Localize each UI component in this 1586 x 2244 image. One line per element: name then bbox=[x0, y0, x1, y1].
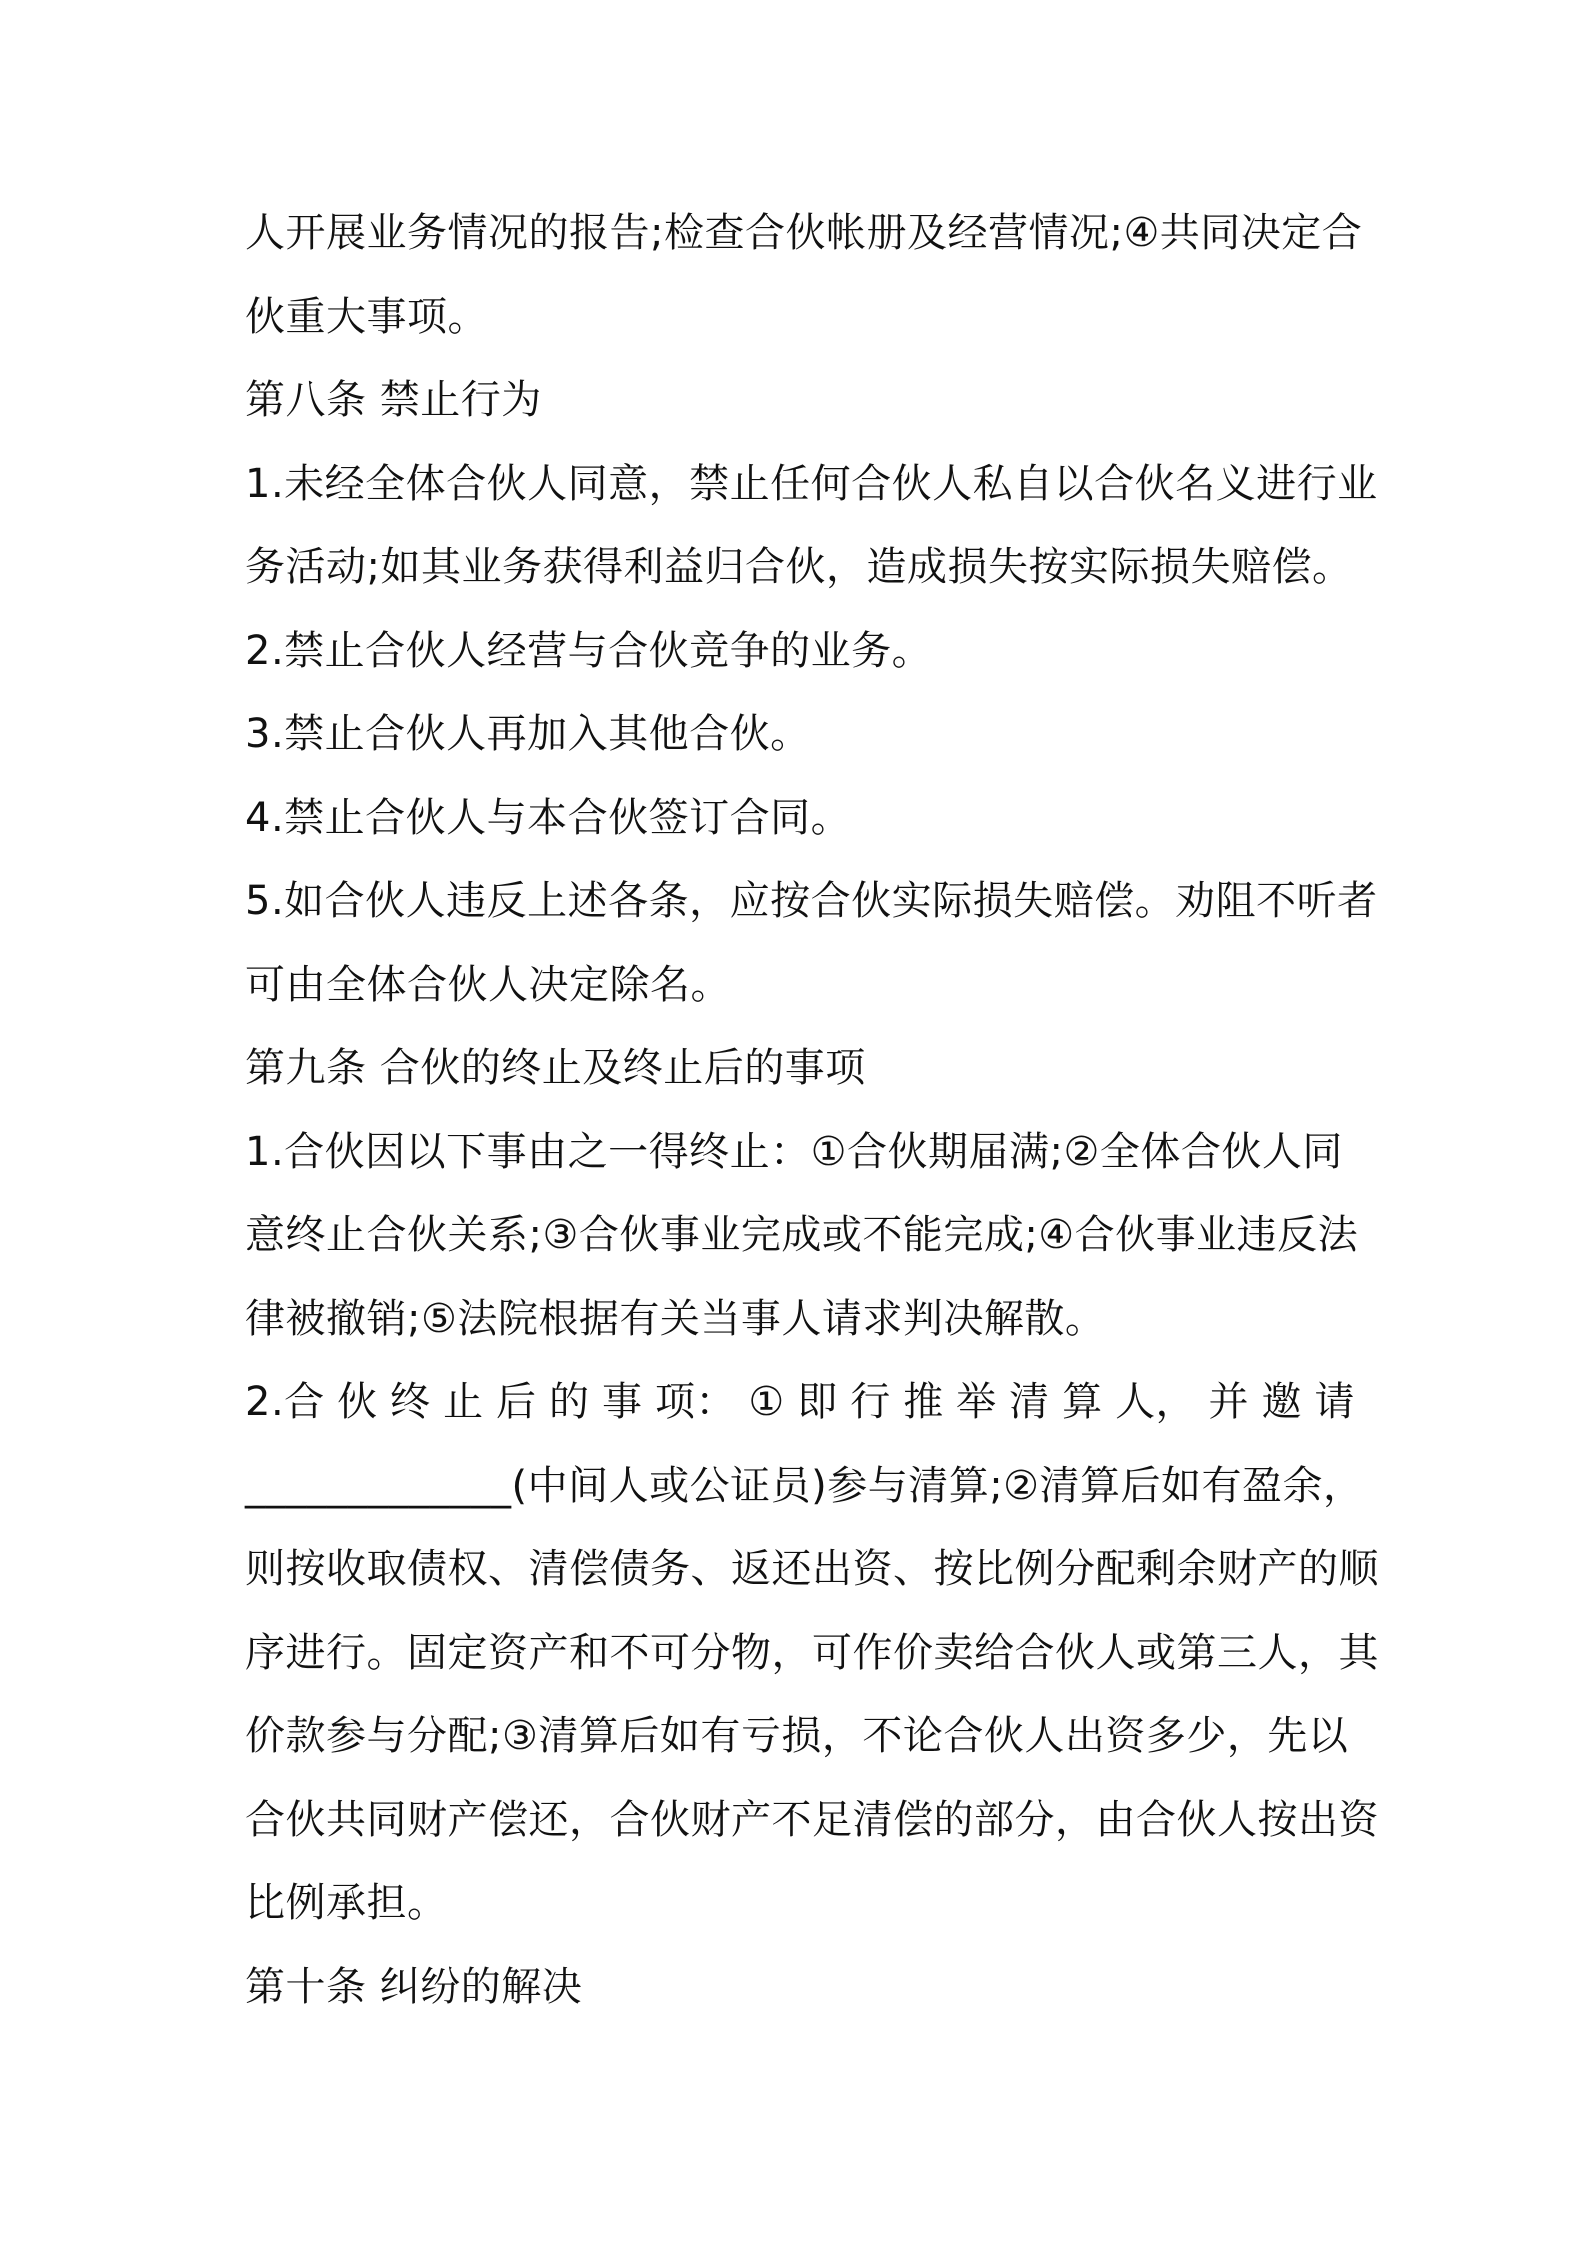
text-line: 2.禁止合伙人经营与合伙竞争的业务。 bbox=[245, 627, 933, 674]
text-segment: 的 bbox=[549, 1379, 590, 1425]
text-line: 1.未经全体合伙人同意，禁止任何合伙人私自以合伙名义进行业 bbox=[245, 460, 1378, 507]
text-segment: 止 bbox=[443, 1379, 484, 1425]
text-line: 合伙共同财产偿还，合伙财产不足清偿的部分，由合伙人按出资 bbox=[245, 1796, 1379, 1843]
text-line: 3.禁止合伙人再加入其他合伙。 bbox=[245, 711, 811, 757]
text-segment: 并 bbox=[1208, 1379, 1250, 1425]
text-line: 可由全体合伙人决定除名。 bbox=[245, 961, 731, 1008]
text-line: 5.如合伙人违反上述各条，应按合伙实际损失赔偿。劝阻不听者 bbox=[245, 878, 1378, 924]
text-line: 律被撤销;⑤法院根据有关当事人请求判决解散。 bbox=[245, 1295, 1106, 1342]
text-segment: 邀 bbox=[1261, 1379, 1302, 1425]
text-line: 价款参与分配;③清算后如有亏损，不论合伙人出资多少，先以 bbox=[245, 1713, 1349, 1759]
section-heading-article-8: 第八条 禁止行为 bbox=[245, 377, 542, 423]
text-line: 人开展业务情况的报告;检查合伙帐册及经营情况;④共同决定合 bbox=[245, 210, 1363, 256]
text-line-with-blank: _____________(中间人或公证员)参与清算;②清算后如有盈余， bbox=[245, 1462, 1364, 1509]
text-segment: 即 bbox=[797, 1379, 838, 1425]
text-segment: 人， bbox=[1115, 1379, 1197, 1425]
text-segment: 伙 bbox=[337, 1379, 378, 1425]
text-segment: 清 bbox=[1009, 1379, 1050, 1425]
section-heading-article-10: 第十条 纠纷的解决 bbox=[245, 1963, 583, 2010]
text-line: 伙重大事项。 bbox=[245, 293, 488, 340]
document-body bbox=[245, 192, 1379, 2029]
text-line: 比例承担。 bbox=[245, 1880, 448, 1926]
text-segment: 事 bbox=[601, 1379, 643, 1425]
text-segment: 后 bbox=[496, 1379, 537, 1425]
text-segment: ① bbox=[748, 1379, 785, 1425]
section-heading-article-9: 第九条 合伙的终止及终止后的事项 bbox=[245, 1045, 866, 1091]
text-segment: 算 bbox=[1062, 1379, 1103, 1425]
text-line: 序进行。固定资产和不可分物，可作价卖给合伙人或第三人，其 bbox=[245, 1629, 1379, 1676]
text-segment: 终 bbox=[390, 1379, 431, 1425]
justified-text-line bbox=[245, 1361, 1355, 1445]
text-line: 1.合伙因以下事由之一得终止：①合伙期届满;②全体合伙人同 bbox=[245, 1128, 1343, 1175]
text-segment: 2.合 bbox=[245, 1379, 325, 1425]
text-line: 4.禁止合伙人与本合伙签订合同。 bbox=[245, 794, 852, 841]
text-line: 务活动;如其业务获得利益归合伙，造成损失按实际损失赔偿。 bbox=[245, 544, 1353, 590]
text-segment: 行 bbox=[850, 1379, 891, 1425]
text-segment: 推 bbox=[903, 1379, 944, 1425]
text-segment: 请 bbox=[1314, 1379, 1355, 1425]
text-segment: 举 bbox=[956, 1379, 997, 1425]
text-line: 则按收取债权、清偿债务、返还出资、按比例分配剩余财产的顺 bbox=[245, 1546, 1379, 1592]
text-segment: 项： bbox=[654, 1379, 736, 1425]
text-line: 意终止合伙关系;③合伙事业完成或不能完成;④合伙事业违反法 bbox=[245, 1212, 1359, 1258]
